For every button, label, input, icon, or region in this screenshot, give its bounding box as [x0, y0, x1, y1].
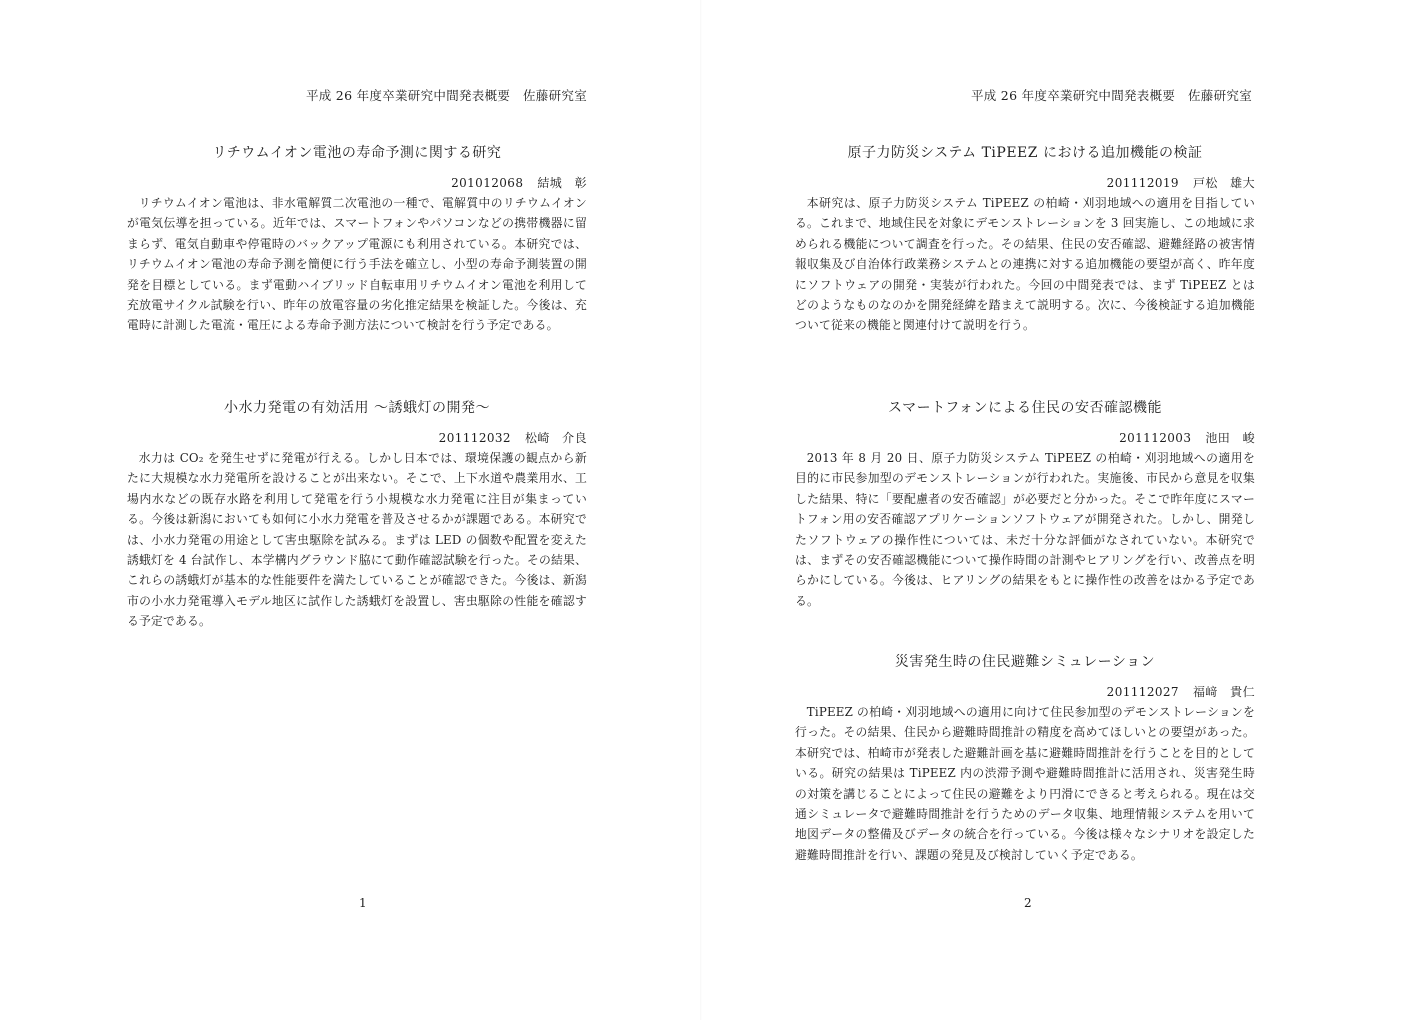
page-number: 2	[1024, 896, 1032, 910]
abstract-evacuation-simulation	[795, 652, 1255, 865]
abstract-author-line	[795, 430, 1255, 446]
student-id: 201112003	[1119, 431, 1192, 445]
student-id: 201112032	[438, 431, 511, 445]
author-name: 結城 彰	[537, 176, 587, 190]
abstract-title: 小水力発電の有効活用 〜誘蛾灯の開発〜	[224, 400, 490, 416]
page-1	[0, 0, 701, 1020]
author-name: 松崎 介良	[524, 431, 587, 445]
abstract-title: スマートフォンによる住民の安否確認機能	[887, 400, 1163, 416]
abstract-smartphone-safety	[795, 398, 1255, 611]
abstract-author-line	[127, 175, 587, 191]
abstract-body: TiPEEZ の柏崎・刈羽地域への適用に向けて住民参加型のデモンストレーションを行った。その結果、住民から避難時間推計の精度を高めてほしいとの要望があった。本研究では、柏崎市が発表した避難計画を基に避難時間推計を行うことを目的としている。研究の結果は TiPEEZ 内の渋滞予測や避難時間推計に活用され、災害発生時の対策を講じることによって住民の避難をより円滑にできると考えられる。現在は交通シミュレータで避難時間推計を行うためのデータ収集、地理情報システムを用いて地図データの整備及びデータの統合を行っている。今後は様々なシナリオを設定した避難時間推計を行い、課題の発見及び検討していく予定である。	[795, 705, 1255, 862]
author-name: 福﨑 貴仁	[1192, 685, 1255, 699]
page-2	[701, 0, 1403, 1020]
student-id: 201112027	[1106, 685, 1179, 699]
abstract-author-line	[795, 175, 1255, 191]
abstract-tipeez-functions	[795, 143, 1255, 336]
abstract-author-line	[795, 684, 1255, 700]
author-name: 池田 峻	[1205, 431, 1255, 445]
abstract-lithium-battery	[127, 143, 587, 336]
abstract-body: 本研究は、原子力防災システム TiPEEZ の柏崎・刈羽地域への適用を目指している。これまで、地域住民を対象にデモンストレーションを 3 回実施し、この地域に求められる機能について調査を行った。その結果、住民の安否確認、避難経路の被害情報収集及び自治体行政業務システムとの連携に対する追加機能の要望が高く、昨年度にソフトウェアの開発・実装が行われた。今回の中間発表では、まず TiPEEZ とはどのようなものなのかを開発経緯を踏まえて説明する。次に、今後検証する追加機能ついて従来の機能と関連付けて説明を行う。	[795, 196, 1255, 333]
abstract-title: 原子力防災システム TiPEEZ における追加機能の検証	[847, 145, 1203, 161]
running-header: 平成 26 年度卒業研究中間発表概要 佐藤研究室	[970, 88, 1252, 103]
student-id: 201112019	[1106, 176, 1179, 190]
abstract-body: 2013 年 8 月 20 日、原子力防災システム TiPEEZ の柏崎・刈羽地域への適用を目的に市民参加型のデモンストレーションが行われた。実施後、市民から意見を収集した結果、特に「要配慮者の安否確認」が必要だと分かった。そこで昨年度にスマートフォン用の安否確認アプリケーションソフトウェアが開発された。しかし、開発したソフトウェアの操作性については、未だ十分な評価がなされていない。本研究では、まずその安否確認機能について操作時間の計測やヒアリングを行い、改善点を明らかにしている。今後は、ヒアリングの結果をもとに操作性の改善をはかる予定である。	[795, 451, 1255, 608]
author-name: 戸松 雄大	[1192, 176, 1255, 190]
abstract-small-hydro	[127, 398, 587, 632]
abstract-title: 災害発生時の住民避難シミュレーション	[894, 654, 1156, 670]
running-header: 平成 26 年度卒業研究中間発表概要 佐藤研究室	[305, 88, 587, 103]
abstract-body: リチウムイオン電池は、非水電解質二次電池の一種で、電解質中のリチウムイオンが電気伝導を担っている。近年では、スマートフォンやパソコンなどの携帯機器に留まらず、電気自動車や停電時のバックアップ電源にも利用されている。本研究では、リチウムイオン電池の寿命予測を簡便に行う手法を確立し、小型の寿命予測装置の開発を目標としている。まず電動ハイブリッド自転車用リチウムイオン電池を利用して充放電サイクル試験を行い、昨年の放電容量の劣化推定結果を検証した。今後は、充電時に計測した電流・電圧による寿命予測方法について検討を行う予定である。	[127, 196, 587, 333]
student-id: 201012068	[451, 176, 524, 190]
abstract-title: リチウムイオン電池の寿命予測に関する研究	[212, 145, 502, 161]
abstract-body: 水力は CO₂ を発生せずに発電が行える。しかし日本では、環境保護の観点から新たに大規模な水力発電所を設けることが出来ない。そこで、上下水道や農業用水、工場内水などの既存水路を利用して発電を行う小規模な水力発電に注目が集まっている。今後は新潟においても如何に小水力発電を普及させるかが課題である。本研究では、小水力発電の用途として害虫駆除を試みる。まずは LED の個数や配置を変えた誘蛾灯を 4 台試作し、本学構内グラウンド脇にて動作確認試験を行った。その結果、これらの誘蛾灯が基本的な性能要件を満たしていることが確認できた。今後は、新潟市の小水力発電導入モデル地区に試作した誘蛾灯を設置し、害虫駆除の性能を確認する予定である。	[127, 451, 587, 629]
page-number: 1	[359, 896, 367, 910]
abstract-author-line	[127, 430, 587, 446]
